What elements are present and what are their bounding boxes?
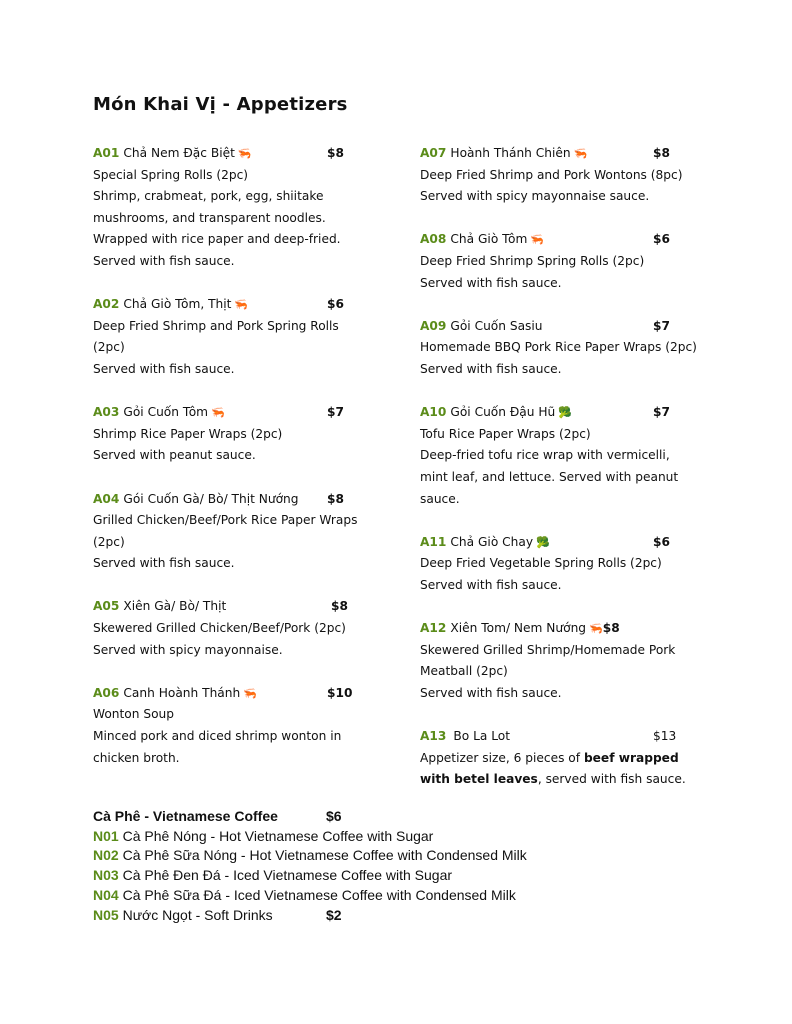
item-line: Meatball (2pc) bbox=[420, 664, 508, 679]
item-price: $10 bbox=[327, 685, 353, 700]
item-code: N05 bbox=[93, 906, 119, 923]
item-code: N02 bbox=[93, 847, 119, 864]
item-line: Homemade BBQ Pork Rice Paper Wraps (2pc) bbox=[420, 340, 697, 355]
item-text: Cà Phê Nóng - Hot Vietnamese Coffee with Sugar bbox=[122, 827, 434, 844]
item-header bbox=[420, 402, 710, 424]
item-line: mushrooms, and transparent noodles. bbox=[93, 210, 326, 225]
item-text: Cà Phê Sữa Đá - Iced Vietnamese Coffee with Condensed Milk bbox=[122, 886, 516, 903]
menu-item bbox=[420, 316, 710, 381]
item-header bbox=[93, 402, 393, 424]
item-line: mint leaf, and lettuce. Served with peanut bbox=[420, 469, 679, 484]
item-line: Wrapped with rice paper and deep-fried. bbox=[93, 232, 341, 247]
item-line: Served with fish sauce. bbox=[420, 275, 562, 290]
menu-item bbox=[93, 143, 393, 273]
shrimp-icon: 🦐 bbox=[530, 233, 545, 247]
item-line: Served with fish sauce. bbox=[420, 577, 562, 592]
item-code: A10 bbox=[420, 405, 447, 420]
coffee-header bbox=[93, 807, 527, 827]
item-line: Served with peanut sauce. bbox=[93, 448, 256, 463]
item-name: Gỏi Cuốn Tôm bbox=[123, 405, 209, 420]
item-code: A07 bbox=[420, 146, 447, 160]
item-code: N03 bbox=[93, 867, 119, 884]
item-line: Tofu Rice Paper Wraps (2pc) bbox=[420, 426, 591, 441]
item-header bbox=[420, 229, 710, 251]
item-line: sauce. bbox=[420, 491, 460, 506]
item-name: Chả Giò Tôm bbox=[450, 232, 528, 247]
coffee-item bbox=[93, 827, 527, 847]
item-price: $2 bbox=[326, 906, 342, 923]
menu-item bbox=[93, 402, 393, 467]
coffee-item bbox=[93, 866, 527, 886]
item-code: A05 bbox=[93, 599, 120, 614]
menu-item bbox=[420, 143, 710, 208]
item-line: Deep Fried Shrimp and Pork Wontons (8pc) bbox=[420, 167, 683, 182]
item-code: A11 bbox=[420, 534, 447, 549]
item-name: Hoành Thánh Chiên bbox=[450, 146, 571, 160]
menu-item bbox=[93, 683, 393, 769]
item-header bbox=[93, 683, 393, 705]
item-line: Served with fish sauce. bbox=[420, 361, 562, 376]
item-code: A13 bbox=[420, 729, 447, 744]
item-line: Wonton Soup bbox=[93, 707, 175, 722]
item-line: Skewered Grilled Chicken/Beef/Pork (2pc) bbox=[93, 621, 346, 636]
shrimp-icon: 🦐 bbox=[243, 686, 257, 700]
menu-item bbox=[420, 618, 710, 704]
item-line: Grilled Chicken/Beef/Pork Rice Paper Wraps bbox=[93, 513, 358, 528]
item-header bbox=[420, 532, 710, 554]
item-header bbox=[93, 596, 393, 618]
menu-item bbox=[420, 229, 710, 294]
coffee-item bbox=[93, 886, 527, 906]
broccoli-icon: 🥦 bbox=[558, 406, 572, 420]
item-price: $8 bbox=[327, 146, 344, 160]
item-code: N04 bbox=[93, 886, 119, 903]
item-header bbox=[93, 143, 393, 165]
menu-item bbox=[420, 402, 710, 510]
item-header bbox=[93, 489, 393, 511]
item-line: Served with spicy mayonnaise. bbox=[93, 642, 283, 657]
item-line: (2pc) bbox=[93, 534, 125, 549]
item-text: Nước Ngọt - Soft Drinks bbox=[122, 906, 273, 923]
broccoli-icon: 🥦 bbox=[536, 535, 550, 549]
item-header bbox=[420, 143, 710, 165]
coffee-item bbox=[93, 846, 527, 866]
coffee-title: Cà Phê - Vietnamese Coffee bbox=[93, 808, 278, 824]
item-code: A12 bbox=[420, 621, 447, 636]
item-line-bold: with betel leaves bbox=[420, 772, 538, 787]
item-price: $8 bbox=[327, 491, 344, 506]
shrimp-icon: 🦐 bbox=[237, 147, 252, 160]
item-code: A08 bbox=[420, 232, 447, 247]
item-line: (2pc) bbox=[93, 340, 125, 355]
menu-item bbox=[420, 726, 710, 791]
item-name: Bo La Lot bbox=[453, 729, 511, 744]
item-header bbox=[420, 316, 710, 338]
shrimp-icon: 🦐 bbox=[211, 406, 225, 420]
right-column bbox=[420, 143, 710, 791]
item-name: Chả Giò Chay bbox=[450, 534, 534, 549]
item-name: Gỏi Cuốn Đậu Hũ bbox=[450, 405, 556, 420]
item-line-text: Appetizer size, 6 pieces of bbox=[420, 750, 584, 765]
item-line: Special Spring Rolls (2pc) bbox=[93, 167, 249, 182]
item-code: A03 bbox=[93, 405, 120, 420]
item-line: Skewered Grilled Shrimp/Homemade Pork bbox=[420, 642, 676, 657]
item-name: Gỏi Cuốn Sasiu bbox=[450, 318, 543, 333]
item-code: A06 bbox=[93, 685, 120, 700]
item-line bbox=[420, 748, 710, 770]
page-title: Món Khai Vị - Appetizers bbox=[93, 94, 348, 115]
item-line: chicken broth. bbox=[93, 750, 180, 765]
item-price: $7 bbox=[327, 405, 344, 420]
item-header bbox=[93, 294, 393, 316]
menu-item bbox=[420, 532, 710, 597]
item-code: A04 bbox=[93, 491, 120, 506]
item-name: Canh Hoành Thánh bbox=[123, 685, 241, 700]
item-code: A09 bbox=[420, 318, 447, 333]
item-name: Chả Giò Tôm, Thịt bbox=[123, 297, 232, 312]
item-price: $6 bbox=[653, 232, 670, 247]
item-price: $8 bbox=[331, 599, 348, 614]
item-line bbox=[420, 769, 710, 791]
item-price: $6 bbox=[653, 534, 670, 549]
item-name: Xiên Gà/ Bò/ Thịt bbox=[123, 599, 227, 614]
item-line: Served with fish sauce. bbox=[93, 361, 235, 376]
item-text: Cà Phê Sữa Nóng - Hot Vietnamese Coffee with Condensed Milk bbox=[122, 847, 527, 864]
item-header bbox=[420, 618, 710, 640]
item-name: Gói Cuốn Gà/ Bò/ Thịt Nướng bbox=[123, 491, 299, 506]
item-header bbox=[420, 726, 710, 748]
item-price: $6 bbox=[327, 297, 344, 312]
shrimp-icon: 🦐 bbox=[589, 622, 603, 636]
coffee-item bbox=[93, 906, 527, 926]
item-line-bold: beef wrapped bbox=[583, 750, 679, 765]
item-line: Deep-fried tofu rice wrap with vermicelli, bbox=[420, 448, 670, 463]
item-code: N01 bbox=[93, 827, 119, 844]
item-line: Deep Fried Vegetable Spring Rolls (2pc) bbox=[420, 556, 662, 571]
item-name: Xiên Tom/ Nem Nướng bbox=[450, 621, 587, 636]
item-name: Chả Nem Đặc Biệt bbox=[123, 146, 235, 160]
item-line: Served with fish sauce. bbox=[93, 253, 235, 268]
item-line: Minced pork and diced shrimp wonton in bbox=[93, 729, 342, 744]
item-price: $8 bbox=[602, 621, 620, 636]
item-line: Deep Fried Shrimp Spring Rolls (2pc) bbox=[420, 253, 645, 268]
menu-item bbox=[93, 294, 393, 380]
item-price: $7 bbox=[653, 318, 670, 333]
item-line: Served with fish sauce. bbox=[93, 556, 235, 571]
item-line: Shrimp, crabmeat, pork, egg, shiitake bbox=[93, 189, 324, 204]
item-price: $7 bbox=[653, 405, 670, 420]
item-code: A01 bbox=[93, 146, 120, 160]
item-text: Cà Phê Đen Đá - Iced Vietnamese Coffee with Sugar bbox=[122, 867, 453, 884]
coffee-price: $6 bbox=[326, 808, 342, 824]
item-price: $8 bbox=[653, 146, 670, 160]
item-line: Deep Fried Shrimp and Pork Spring Rolls bbox=[93, 318, 339, 333]
menu-item bbox=[93, 596, 393, 661]
item-line-text: , served with fish sauce. bbox=[537, 772, 686, 787]
item-code: A02 bbox=[93, 297, 120, 312]
item-line: Served with spicy mayonnaise sauce. bbox=[420, 189, 650, 204]
item-line: Shrimp Rice Paper Wraps (2pc) bbox=[93, 426, 283, 441]
item-line: Served with fish sauce. bbox=[420, 685, 562, 700]
left-column bbox=[93, 143, 393, 769]
shrimp-icon: 🦐 bbox=[234, 298, 249, 312]
shrimp-icon: 🦐 bbox=[573, 147, 588, 160]
item-price: $13 bbox=[653, 729, 677, 744]
coffee-section bbox=[93, 807, 527, 925]
menu-item bbox=[93, 489, 393, 575]
